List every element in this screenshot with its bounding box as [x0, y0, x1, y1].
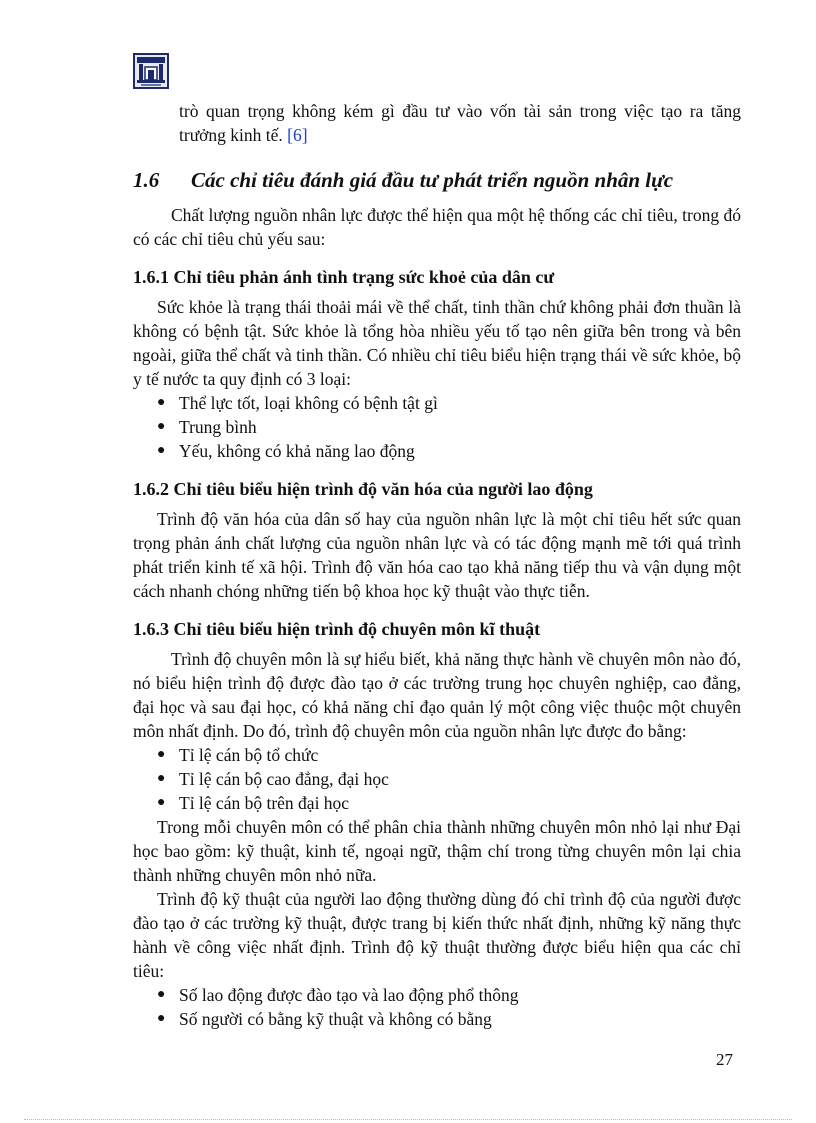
- list-item: [133, 391, 741, 415]
- list-item: [133, 439, 741, 463]
- bullet-icon: ●: [157, 395, 166, 410]
- list-item-text: Yếu, không có khả năng lao động: [179, 441, 415, 461]
- bullet-icon: ●: [157, 443, 166, 458]
- list-item-text: Số người có bằng kỹ thuật và không có bằng: [179, 1009, 492, 1029]
- list-item: [133, 767, 741, 791]
- paragraph-health: Sức khỏe là trạng thái thoải mái về thể chất, tinh thần chứ không phải đơn thuần là không có bệnh tật. Sức khỏe là tổng hòa nhiều yếu tố tạo nên giữa bên trong và bên ngoài, giữa thể chất và tinh thần. Có nhiều chỉ tiêu biểu hiện trạng thái về sức khỏe, bộ y tế nước ta quy định có 3 loại:: [133, 297, 741, 389]
- list-item: [133, 415, 741, 439]
- subsection-heading-1-6-1: 1.6.1 Chỉ tiêu phản ánh tình trạng sức khoẻ của dân cư: [133, 267, 555, 287]
- list-item: [133, 1007, 741, 1031]
- paragraph-education: Trình độ văn hóa của dân số hay của nguồn nhân lực là một chỉ tiêu hết sức quan trọng phản ánh chất lượng của nguồn nhân lực và có tác động mạnh mẽ tới quá trình phát triển kinh tế xã hội. Trình độ văn hóa cao tạo khả năng tiếp thu và vận dụng một cách nhanh chóng những tiến bộ khoa học kỹ thuật vào thực tiễn.: [133, 509, 741, 601]
- paragraph-intro: Chất lượng nguồn nhân lực được thể hiện qua một hệ thống các chỉ tiêu, trong đó có các chỉ tiêu chủ yếu sau:: [133, 205, 741, 249]
- technical-list: [133, 983, 741, 1031]
- paragraph-technical: Trình độ kỹ thuật của người lao động thường dùng đó chỉ trình độ của người được đào tạo ở các trường kỹ thuật, được trang bị kiến thức nhất định, những kỹ năng thực hành về công việc nhất định. Trình độ kỹ thuật thường được biểu hiện qua các chỉ tiêu:: [133, 889, 741, 981]
- bullet-icon: ●: [157, 987, 166, 1002]
- section-title: Các chỉ tiêu đánh giá đầu tư phát triển nguồn nhân lực: [191, 168, 674, 192]
- list-item-text: Thể lực tốt, loại không có bệnh tật gì: [179, 393, 438, 413]
- paragraph-expertise: Trình độ chuyên môn là sự hiểu biết, khả năng thực hành về chuyên môn nào đó, nó biểu hiện trình độ được đào tạo ở các trường trung học chuyên nghiệp, cao đẳng, đại học và sau đại học, có khả năng chỉ đạo quản lý một công việc thuộc một chuyên môn nhất định. Do đó, trình độ chuyên môn của nguồn nhân lực được đo bằng:: [133, 649, 741, 741]
- list-item-text: Tỉ lệ cán bộ trên đại học: [179, 793, 350, 813]
- paragraph-specialization: Trong mỗi chuyên môn có thể phân chia thành những chuyên môn nhỏ lại như Đại học bao gồm: kỹ thuật, kinh tế, ngoại ngữ, thậm chí trong từng chuyên môn lại chia thành những chuyên môn nhỏ nữa.: [133, 817, 741, 885]
- list-item-text: Tỉ lệ cán bộ tổ chức: [179, 745, 319, 765]
- bullet-icon: ●: [157, 795, 166, 810]
- paragraph-text: trò quan trọng không kém gì đầu tư vào vốn tài sản trong việc tạo ra tăng trưởng kinh tế.: [179, 101, 741, 145]
- list-item-text: Trung bình: [179, 417, 257, 437]
- page-bottom-divider: [24, 1119, 792, 1120]
- list-item: [133, 791, 741, 815]
- citation-link[interactable]: [6]: [287, 125, 308, 145]
- page-number: 27: [716, 1050, 733, 1069]
- health-list: [133, 391, 741, 463]
- expertise-list: [133, 743, 741, 815]
- bullet-icon: ●: [157, 419, 166, 434]
- bullet-icon: ●: [157, 747, 166, 762]
- section-number: 1.6: [133, 168, 160, 192]
- section-heading-1-6: [133, 167, 741, 193]
- bullet-icon: ●: [157, 1011, 166, 1026]
- list-item-text: Tỉ lệ cán bộ cao đẳng, đại học: [179, 769, 389, 789]
- list-item-text: Số lao động được đào tạo và lao động phổ thông: [179, 985, 519, 1005]
- list-item: [133, 983, 741, 1007]
- subsection-heading-1-6-3: 1.6.3 Chỉ tiêu biểu hiện trình độ chuyên môn kĩ thuật: [133, 619, 541, 639]
- bullet-icon: ●: [157, 771, 166, 786]
- subsection-heading-1-6-2: 1.6.2 Chỉ tiêu biểu hiện trình độ văn hóa của người lao động: [133, 479, 593, 499]
- document-body: [133, 99, 741, 1031]
- paragraph-continued: [133, 99, 741, 147]
- list-item: [133, 743, 741, 767]
- library-building-icon: [133, 53, 169, 89]
